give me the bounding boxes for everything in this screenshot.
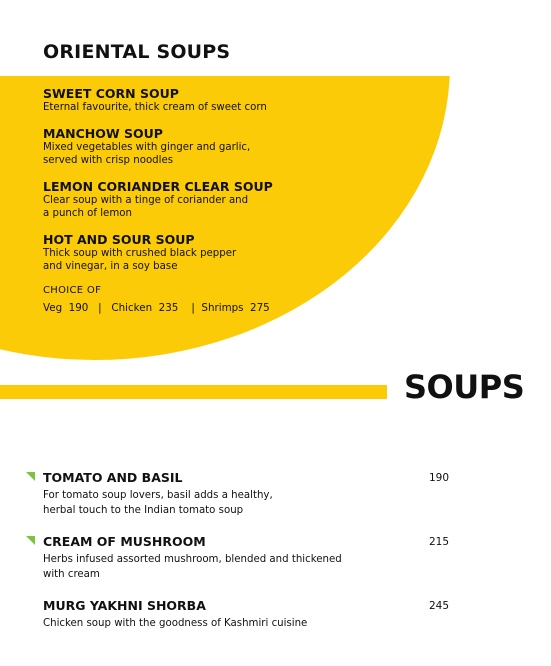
- menu-item-price: 190: [429, 472, 450, 484]
- oriental-soups-list: [43, 86, 373, 314]
- menu-item-description: Herbs infused assorted mushroom, blended and thickened with cream: [43, 554, 342, 580]
- menu-item: [43, 126, 373, 167]
- menu-item-description: Mixed vegetables with ginger and garlic, served with crisp noodles: [43, 142, 251, 166]
- oriental-soups-title: ORIENTAL SOUPS: [43, 41, 231, 63]
- veg-marker-icon: [26, 536, 35, 545]
- menu-item-name: MANCHOW SOUP: [43, 126, 163, 141]
- menu-item: [43, 470, 463, 518]
- header-background: [0, 0, 551, 76]
- menu-item: [43, 86, 373, 114]
- menu-item: [43, 232, 373, 273]
- menu-item-description: For tomato soup lovers, basil adds a healthy, herbal touch to the Indian tomato soup: [43, 490, 273, 516]
- menu-item-price: 215: [429, 536, 450, 548]
- veg-marker-icon: [26, 472, 35, 481]
- menu-item-name: HOT AND SOUR SOUP: [43, 232, 195, 247]
- menu-item: [43, 534, 463, 582]
- menu-item-name: SWEET CORN SOUP: [43, 86, 179, 101]
- soups-title: SOUPS: [404, 368, 525, 406]
- menu-item-description: Clear soup with a tinge of coriander and a punch of lemon: [43, 195, 249, 219]
- choice-label: CHOICE OF: [43, 285, 102, 296]
- choice-prices: Veg 190 | Chicken 235 | Shrimps 275: [43, 302, 270, 314]
- menu-item: [43, 598, 463, 631]
- menu-item-description: Chicken soup with the goodness of Kashmiri cuisine: [43, 618, 308, 629]
- menu-item: [43, 179, 373, 220]
- menu-item-name: MURG YAKHNI SHORBA: [43, 598, 206, 613]
- menu-item-price: 245: [429, 600, 450, 612]
- menu-item-description: Thick soup with crushed black pepper and vinegar, in a soy base: [43, 248, 237, 272]
- yellow-divider-bar: [0, 385, 387, 399]
- menu-item-description: Eternal favourite, thick cream of sweet corn: [43, 102, 267, 113]
- menu-item-name: TOMATO AND BASIL: [43, 470, 183, 485]
- menu-item-name: LEMON CORIANDER CLEAR SOUP: [43, 179, 273, 194]
- menu-item-name: CREAM OF MUSHROOM: [43, 534, 206, 549]
